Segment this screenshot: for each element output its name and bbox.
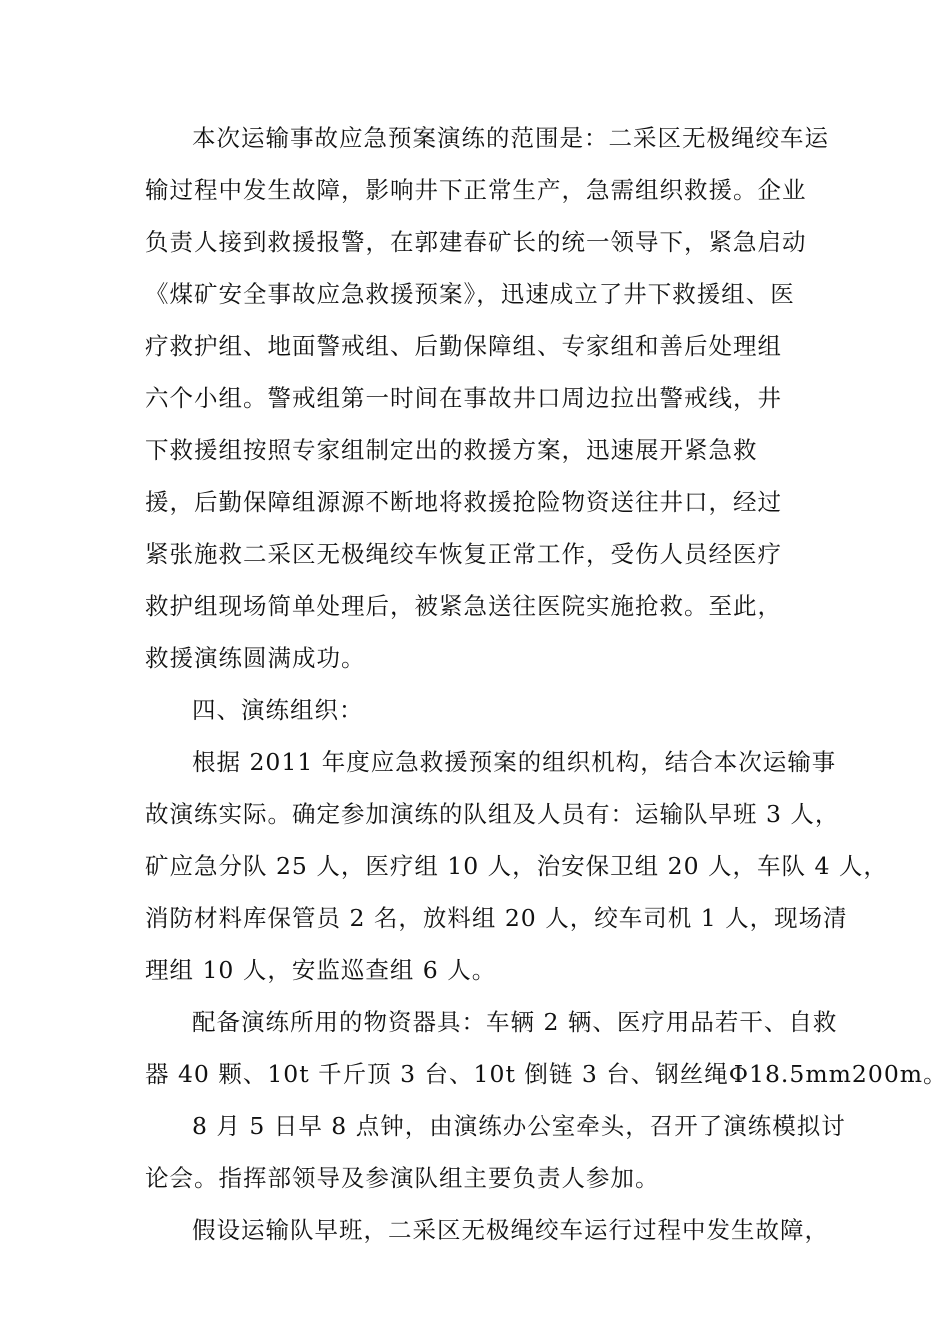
- paragraph-line: 六个小组。警戒组第一时间在事故井口周边拉出警戒线，井: [145, 384, 782, 412]
- paragraph-line: 器 40 颗、10t 千斤顶 3 台、10t 倒链 3 台、钢丝绳Φ18.5mm200m。: [145, 1060, 948, 1088]
- paragraph-line: 援，后勤保障组源源不断地将救援抢险物资送往井口，经过: [145, 488, 782, 516]
- paragraph-line: 故演练实际。确定参加演练的队组及人员有：运输队早班 3 人，: [145, 800, 840, 828]
- paragraph-line: 根据 2011 年度应急救援预案的组织机构，结合本次运输事: [192, 748, 837, 776]
- paragraph-line: 8 月 5 日早 8 点钟，由演练办公室牵头，召开了演练模拟讨: [192, 1112, 846, 1140]
- paragraph-line: 消防材料库保管员 2 名，放料组 20 人，绞车司机 1 人，现场清: [145, 904, 848, 932]
- paragraph-line: 理组 10 人，安监巡查组 6 人。: [145, 956, 497, 984]
- paragraph-line: 本次运输事故应急预案演练的范围是：二采区无极绳绞车运: [192, 124, 829, 152]
- paragraph-line: 下救援组按照专家组制定出的救援方案，迅速展开紧急救: [145, 436, 758, 464]
- paragraph-line: 负责人接到救援报警，在郭建春矿长的统一领导下，紧急启动: [145, 228, 807, 256]
- paragraph-line: 论会。指挥部领导及参演队组主要负责人参加。: [145, 1164, 660, 1192]
- paragraph-line: 疗救护组、地面警戒组、后勤保障组、专家组和善后处理组: [145, 332, 782, 360]
- paragraph-line: 《煤矿安全事故应急救援预案》，迅速成立了井下救援组、医: [145, 280, 795, 308]
- paragraph-line: 假设运输队早班，二采区无极绳绞车运行过程中发生故障，: [192, 1216, 829, 1244]
- paragraph-line: 矿应急分队 25 人，医疗组 10 人，治安保卫组 20 人，车队 4 人，: [145, 852, 888, 880]
- paragraph-line: 紧张施救二采区无极绳绞车恢复正常工作，受伤人员经医疗: [145, 540, 782, 568]
- paragraph-line: 救援演练圆满成功。: [145, 644, 366, 672]
- section-heading: 四、演练组织：: [192, 696, 364, 724]
- paragraph-line: 救护组现场简单处理后，被紧急送往医院实施抢救。至此，: [145, 592, 782, 620]
- paragraph-line: 输过程中发生故障，影响井下正常生产，急需组织救援。企业: [145, 176, 807, 204]
- document-body: [145, 112, 948, 1256]
- paragraph-line: 配备演练所用的物资器具：车辆 2 辆、医疗用品若干、自救: [192, 1008, 838, 1036]
